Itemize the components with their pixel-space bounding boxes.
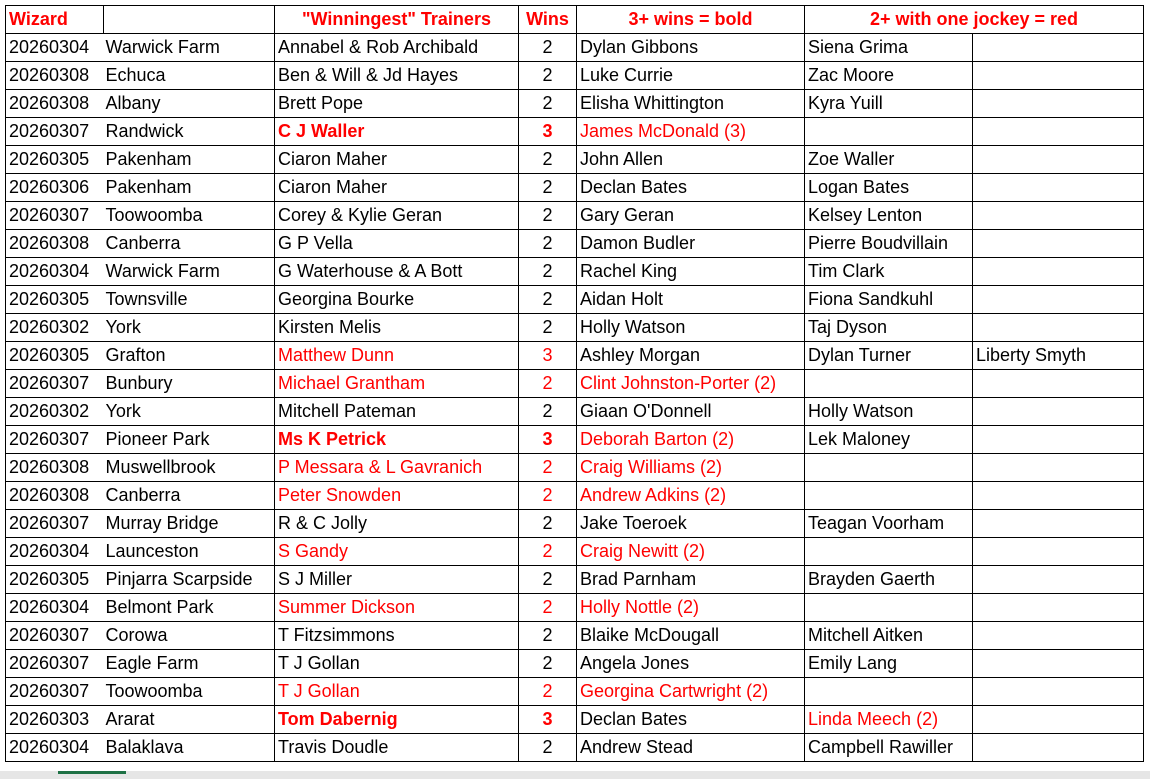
cell-date[interactable]: 20260306 [6,174,104,202]
cell-track[interactable]: Toowoomba [104,678,275,706]
cell-trainer[interactable]: Georgina Bourke [275,286,519,314]
cell-trainer[interactable]: Travis Doudle [275,734,519,762]
cell-jockey-1[interactable]: Dylan Gibbons [577,34,805,62]
cell-date[interactable]: 20260308 [6,62,104,90]
cell-jockey-1[interactable]: Holly Watson [577,314,805,342]
cell-wins[interactable]: 2 [519,62,577,90]
cell-jockey-1[interactable]: Angela Jones [577,650,805,678]
cell-wins[interactable]: 3 [519,118,577,146]
cell-jockey-2[interactable]: Zoe Waller [805,146,973,174]
cell-track[interactable]: Eagle Farm [104,650,275,678]
cell-jockey-1[interactable]: Rachel King [577,258,805,286]
cell-trainer[interactable]: S J Miller [275,566,519,594]
table-row [6,314,1144,342]
cell-wins[interactable]: 2 [519,594,577,622]
cell-wins[interactable]: 2 [519,90,577,118]
cell-track[interactable]: Canberra [104,230,275,258]
cell-jockey-1[interactable]: Aidan Holt [577,286,805,314]
cell-date[interactable]: 20260304 [6,258,104,286]
cell-jockey-3[interactable] [973,286,1144,314]
cell-jockey-3[interactable] [973,370,1144,398]
cell-jockey-3[interactable] [973,566,1144,594]
cell-jockey-2[interactable]: Emily Lang [805,650,973,678]
cell-wins[interactable]: 2 [519,482,577,510]
table-row [6,510,1144,538]
cell-trainer[interactable]: T J Gollan [275,678,519,706]
cell-jockey-1[interactable]: Clint Johnston-Porter (2) [577,370,805,398]
cell-jockey-2[interactable] [805,454,973,482]
cell-jockey-2[interactable]: Logan Bates [805,174,973,202]
cell-jockey-1[interactable]: Elisha Whittington [577,90,805,118]
cell-date[interactable]: 20260305 [6,286,104,314]
cell-wins[interactable]: 2 [519,510,577,538]
cell-jockey-3[interactable] [973,90,1144,118]
cell-track[interactable]: York [104,398,275,426]
table-row [6,370,1144,398]
cell-date[interactable]: 20260302 [6,314,104,342]
cell-jockey-1[interactable]: Craig Newitt (2) [577,538,805,566]
cell-jockey-2[interactable]: Holly Watson [805,398,973,426]
cell-date[interactable]: 20260307 [6,650,104,678]
cell-jockey-1[interactable]: James McDonald (3) [577,118,805,146]
table-row [6,594,1144,622]
cell-wins[interactable]: 2 [519,370,577,398]
cell-track[interactable]: Pinjarra Scarpside [104,566,275,594]
cell-jockey-2[interactable]: Fiona Sandkuhl [805,286,973,314]
cell-trainer[interactable]: Michael Grantham [275,370,519,398]
cell-jockey-3[interactable] [973,650,1144,678]
cell-jockey-2[interactable]: Zac Moore [805,62,973,90]
cell-wins[interactable]: 2 [519,650,577,678]
cell-jockey-2[interactable] [805,594,973,622]
cell-wins[interactable]: 2 [519,622,577,650]
cell-trainer[interactable]: Summer Dickson [275,594,519,622]
cell-jockey-2[interactable]: Kelsey Lenton [805,202,973,230]
cell-jockey-1[interactable]: John Allen [577,146,805,174]
table-row [6,90,1144,118]
cell-jockey-1[interactable]: Jake Toeroek [577,510,805,538]
table-row [6,258,1144,286]
cell-trainer[interactable]: Peter Snowden [275,482,519,510]
cell-wins[interactable]: 3 [519,342,577,370]
cell-jockey-2[interactable] [805,538,973,566]
cell-trainer[interactable]: Kirsten Melis [275,314,519,342]
cell-jockey-3[interactable] [973,622,1144,650]
cell-wins[interactable]: 2 [519,174,577,202]
cell-jockey-3[interactable] [973,314,1144,342]
cell-trainer[interactable]: Annabel & Rob Archibald [275,34,519,62]
cell-trainer[interactable]: Ms K Petrick [275,426,519,454]
cell-jockey-2[interactable]: Siena Grima [805,34,973,62]
cell-trainer[interactable]: Corey & Kylie Geran [275,202,519,230]
table-row [6,34,1144,62]
cell-jockey-2[interactable]: Pierre Boudvillain [805,230,973,258]
cell-trainer[interactable]: P Messara & L Gavranich [275,454,519,482]
cell-wins[interactable]: 2 [519,678,577,706]
cell-jockey-1[interactable]: Holly Nottle (2) [577,594,805,622]
table-body [6,34,1144,762]
table-row [6,622,1144,650]
cell-jockey-2[interactable] [805,370,973,398]
cell-jockey-3[interactable] [973,146,1144,174]
cell-jockey-1[interactable]: Declan Bates [577,706,805,734]
cell-track[interactable]: Echuca [104,62,275,90]
cell-track[interactable]: Randwick [104,118,275,146]
cell-jockey-3[interactable] [973,510,1144,538]
cell-wins[interactable]: 2 [519,286,577,314]
cell-trainer[interactable]: G Waterhouse & A Bott [275,258,519,286]
cell-track[interactable]: Pakenham [104,146,275,174]
cell-wins[interactable]: 2 [519,398,577,426]
cell-jockey-1[interactable]: Brad Parnham [577,566,805,594]
cell-jockey-3[interactable] [973,118,1144,146]
cell-track[interactable]: Canberra [104,482,275,510]
cell-date[interactable]: 20260305 [6,342,104,370]
table-row [6,146,1144,174]
cell-wins[interactable]: 2 [519,146,577,174]
cell-jockey-1[interactable]: Gary Geran [577,202,805,230]
table-row [6,426,1144,454]
cell-date[interactable]: 20260307 [6,426,104,454]
cell-jockey-3[interactable] [973,426,1144,454]
cell-wins[interactable]: 2 [519,34,577,62]
cell-trainer[interactable]: R & C Jolly [275,510,519,538]
cell-wins[interactable]: 2 [519,314,577,342]
cell-wins[interactable]: 2 [519,202,577,230]
cell-date[interactable]: 20260307 [6,118,104,146]
cell-date[interactable]: 20260303 [6,706,104,734]
cell-date[interactable]: 20260307 [6,510,104,538]
cell-trainer[interactable]: Mitchell Pateman [275,398,519,426]
cell-jockey-1[interactable]: Ashley Morgan [577,342,805,370]
cell-track[interactable]: Grafton [104,342,275,370]
table-row [6,482,1144,510]
cell-track[interactable]: Corowa [104,622,275,650]
cell-trainer[interactable]: Ciaron Maher [275,146,519,174]
cell-jockey-2[interactable] [805,482,973,510]
cell-trainer[interactable]: T Fitzsimmons [275,622,519,650]
cell-date[interactable]: 20260308 [6,454,104,482]
header-wizard[interactable]: Wizard [6,6,104,34]
cell-wins[interactable]: 2 [519,734,577,762]
cell-jockey-3[interactable] [973,734,1144,762]
table-row [6,202,1144,230]
cell-wins[interactable]: 2 [519,454,577,482]
cell-jockey-2[interactable]: Campbell Rawiller [805,734,973,762]
cell-date[interactable]: 20260305 [6,146,104,174]
cell-jockey-3[interactable] [973,706,1144,734]
header-bold-rule[interactable]: 3+ wins = bold [577,6,805,34]
cell-jockey-3[interactable] [973,678,1144,706]
cell-jockey-2[interactable] [805,118,973,146]
cell-trainer[interactable]: S Gandy [275,538,519,566]
cell-track[interactable]: Bunbury [104,370,275,398]
table-row [6,706,1144,734]
cell-wins[interactable]: 2 [519,538,577,566]
cell-track[interactable]: Ararat [104,706,275,734]
cell-jockey-1[interactable]: Andrew Stead [577,734,805,762]
cell-jockey-3[interactable] [973,230,1144,258]
cell-trainer[interactable]: Ciaron Maher [275,174,519,202]
cell-track[interactable]: Belmont Park [104,594,275,622]
table-row [6,650,1144,678]
table-row [6,286,1144,314]
table-row [6,174,1144,202]
cell-jockey-2[interactable]: Teagan Voorham [805,510,973,538]
cell-jockey-2[interactable]: Brayden Gaerth [805,566,973,594]
cell-jockey-2[interactable]: Tim Clark [805,258,973,286]
trainers-table [5,5,1144,762]
cell-jockey-1[interactable]: Andrew Adkins (2) [577,482,805,510]
table-row [6,678,1144,706]
cell-jockey-2[interactable]: Mitchell Aitken [805,622,973,650]
cell-date[interactable]: 20260308 [6,90,104,118]
cell-track[interactable]: Albany [104,90,275,118]
cell-track[interactable]: Pakenham [104,174,275,202]
cell-date[interactable]: 20260308 [6,482,104,510]
cell-date[interactable]: 20260305 [6,566,104,594]
cell-track[interactable]: Pioneer Park [104,426,275,454]
cell-jockey-1[interactable]: Georgina Cartwright (2) [577,678,805,706]
cell-date[interactable]: 20260307 [6,202,104,230]
cell-trainer[interactable]: C J Waller [275,118,519,146]
cell-jockey-3[interactable] [973,174,1144,202]
cell-date[interactable]: 20260304 [6,734,104,762]
cell-track[interactable]: Townsville [104,286,275,314]
cell-jockey-3[interactable] [973,398,1144,426]
cell-jockey-1[interactable]: Declan Bates [577,174,805,202]
cell-wins[interactable]: 3 [519,706,577,734]
cell-date[interactable]: 20260302 [6,398,104,426]
cell-date[interactable]: 20260304 [6,538,104,566]
cell-date[interactable]: 20260307 [6,622,104,650]
cell-jockey-1[interactable]: Blaike McDougall [577,622,805,650]
cell-jockey-2[interactable]: Lek Maloney [805,426,973,454]
cell-track[interactable]: Muswellbrook [104,454,275,482]
cell-jockey-3[interactable] [973,258,1144,286]
cell-track[interactable]: Warwick Farm [104,258,275,286]
cell-jockey-2[interactable]: Dylan Turner [805,342,973,370]
cell-jockey-3[interactable]: Liberty Smyth [973,342,1144,370]
table-row [6,230,1144,258]
cell-date[interactable]: 20260308 [6,230,104,258]
table-row [6,538,1144,566]
header-trainers[interactable]: "Winningest" Trainers [275,6,519,34]
table-row [6,342,1144,370]
table-row [6,398,1144,426]
cell-track[interactable]: York [104,314,275,342]
cell-jockey-3[interactable] [973,454,1144,482]
table-row [6,454,1144,482]
sheet-status-bar [0,771,1150,779]
cell-trainer[interactable]: T J Gollan [275,650,519,678]
cell-jockey-2[interactable]: Taj Dyson [805,314,973,342]
cell-jockey-3[interactable] [973,482,1144,510]
cell-jockey-1[interactable]: Deborah Barton (2) [577,426,805,454]
cell-trainer[interactable]: G P Vella [275,230,519,258]
cell-jockey-3[interactable] [973,34,1144,62]
cell-date[interactable]: 20260304 [6,594,104,622]
cell-wins[interactable]: 2 [519,230,577,258]
table-row [6,734,1144,762]
cell-jockey-1[interactable]: Giaan O'Donnell [577,398,805,426]
cell-track[interactable]: Toowoomba [104,202,275,230]
cell-jockey-2[interactable]: Kyra Yuill [805,90,973,118]
cell-date[interactable]: 20260304 [6,34,104,62]
table-row [6,118,1144,146]
cell-jockey-3[interactable] [973,538,1144,566]
cell-trainer[interactable]: Ben & Will & Jd Hayes [275,62,519,90]
cell-wins[interactable]: 3 [519,426,577,454]
cell-trainer[interactable]: Brett Pope [275,90,519,118]
cell-date[interactable]: 20260307 [6,370,104,398]
table-row [6,566,1144,594]
cell-jockey-1[interactable]: Luke Currie [577,62,805,90]
table-row [6,62,1144,90]
cell-jockey-1[interactable]: Damon Budler [577,230,805,258]
cell-track[interactable]: Balaklava [104,734,275,762]
cell-date[interactable]: 20260307 [6,678,104,706]
cell-track[interactable]: Warwick Farm [104,34,275,62]
cell-trainer[interactable]: Matthew Dunn [275,342,519,370]
cell-wins[interactable]: 2 [519,566,577,594]
cell-jockey-1[interactable]: Craig Williams (2) [577,454,805,482]
header-wins[interactable]: Wins [519,6,577,34]
header-blank[interactable] [104,6,275,34]
cell-wins[interactable]: 2 [519,258,577,286]
header-row [6,6,1144,34]
cell-track[interactable]: Murray Bridge [104,510,275,538]
cell-jockey-2[interactable] [805,678,973,706]
cell-jockey-3[interactable] [973,62,1144,90]
cell-trainer[interactable]: Tom Dabernig [275,706,519,734]
cell-track[interactable]: Launceston [104,538,275,566]
cell-jockey-2[interactable]: Linda Meech (2) [805,706,973,734]
sheet-tab-indicator[interactable] [58,771,126,774]
header-red-rule[interactable]: 2+ with one jockey = red [805,6,1144,34]
cell-jockey-3[interactable] [973,202,1144,230]
cell-jockey-3[interactable] [973,594,1144,622]
